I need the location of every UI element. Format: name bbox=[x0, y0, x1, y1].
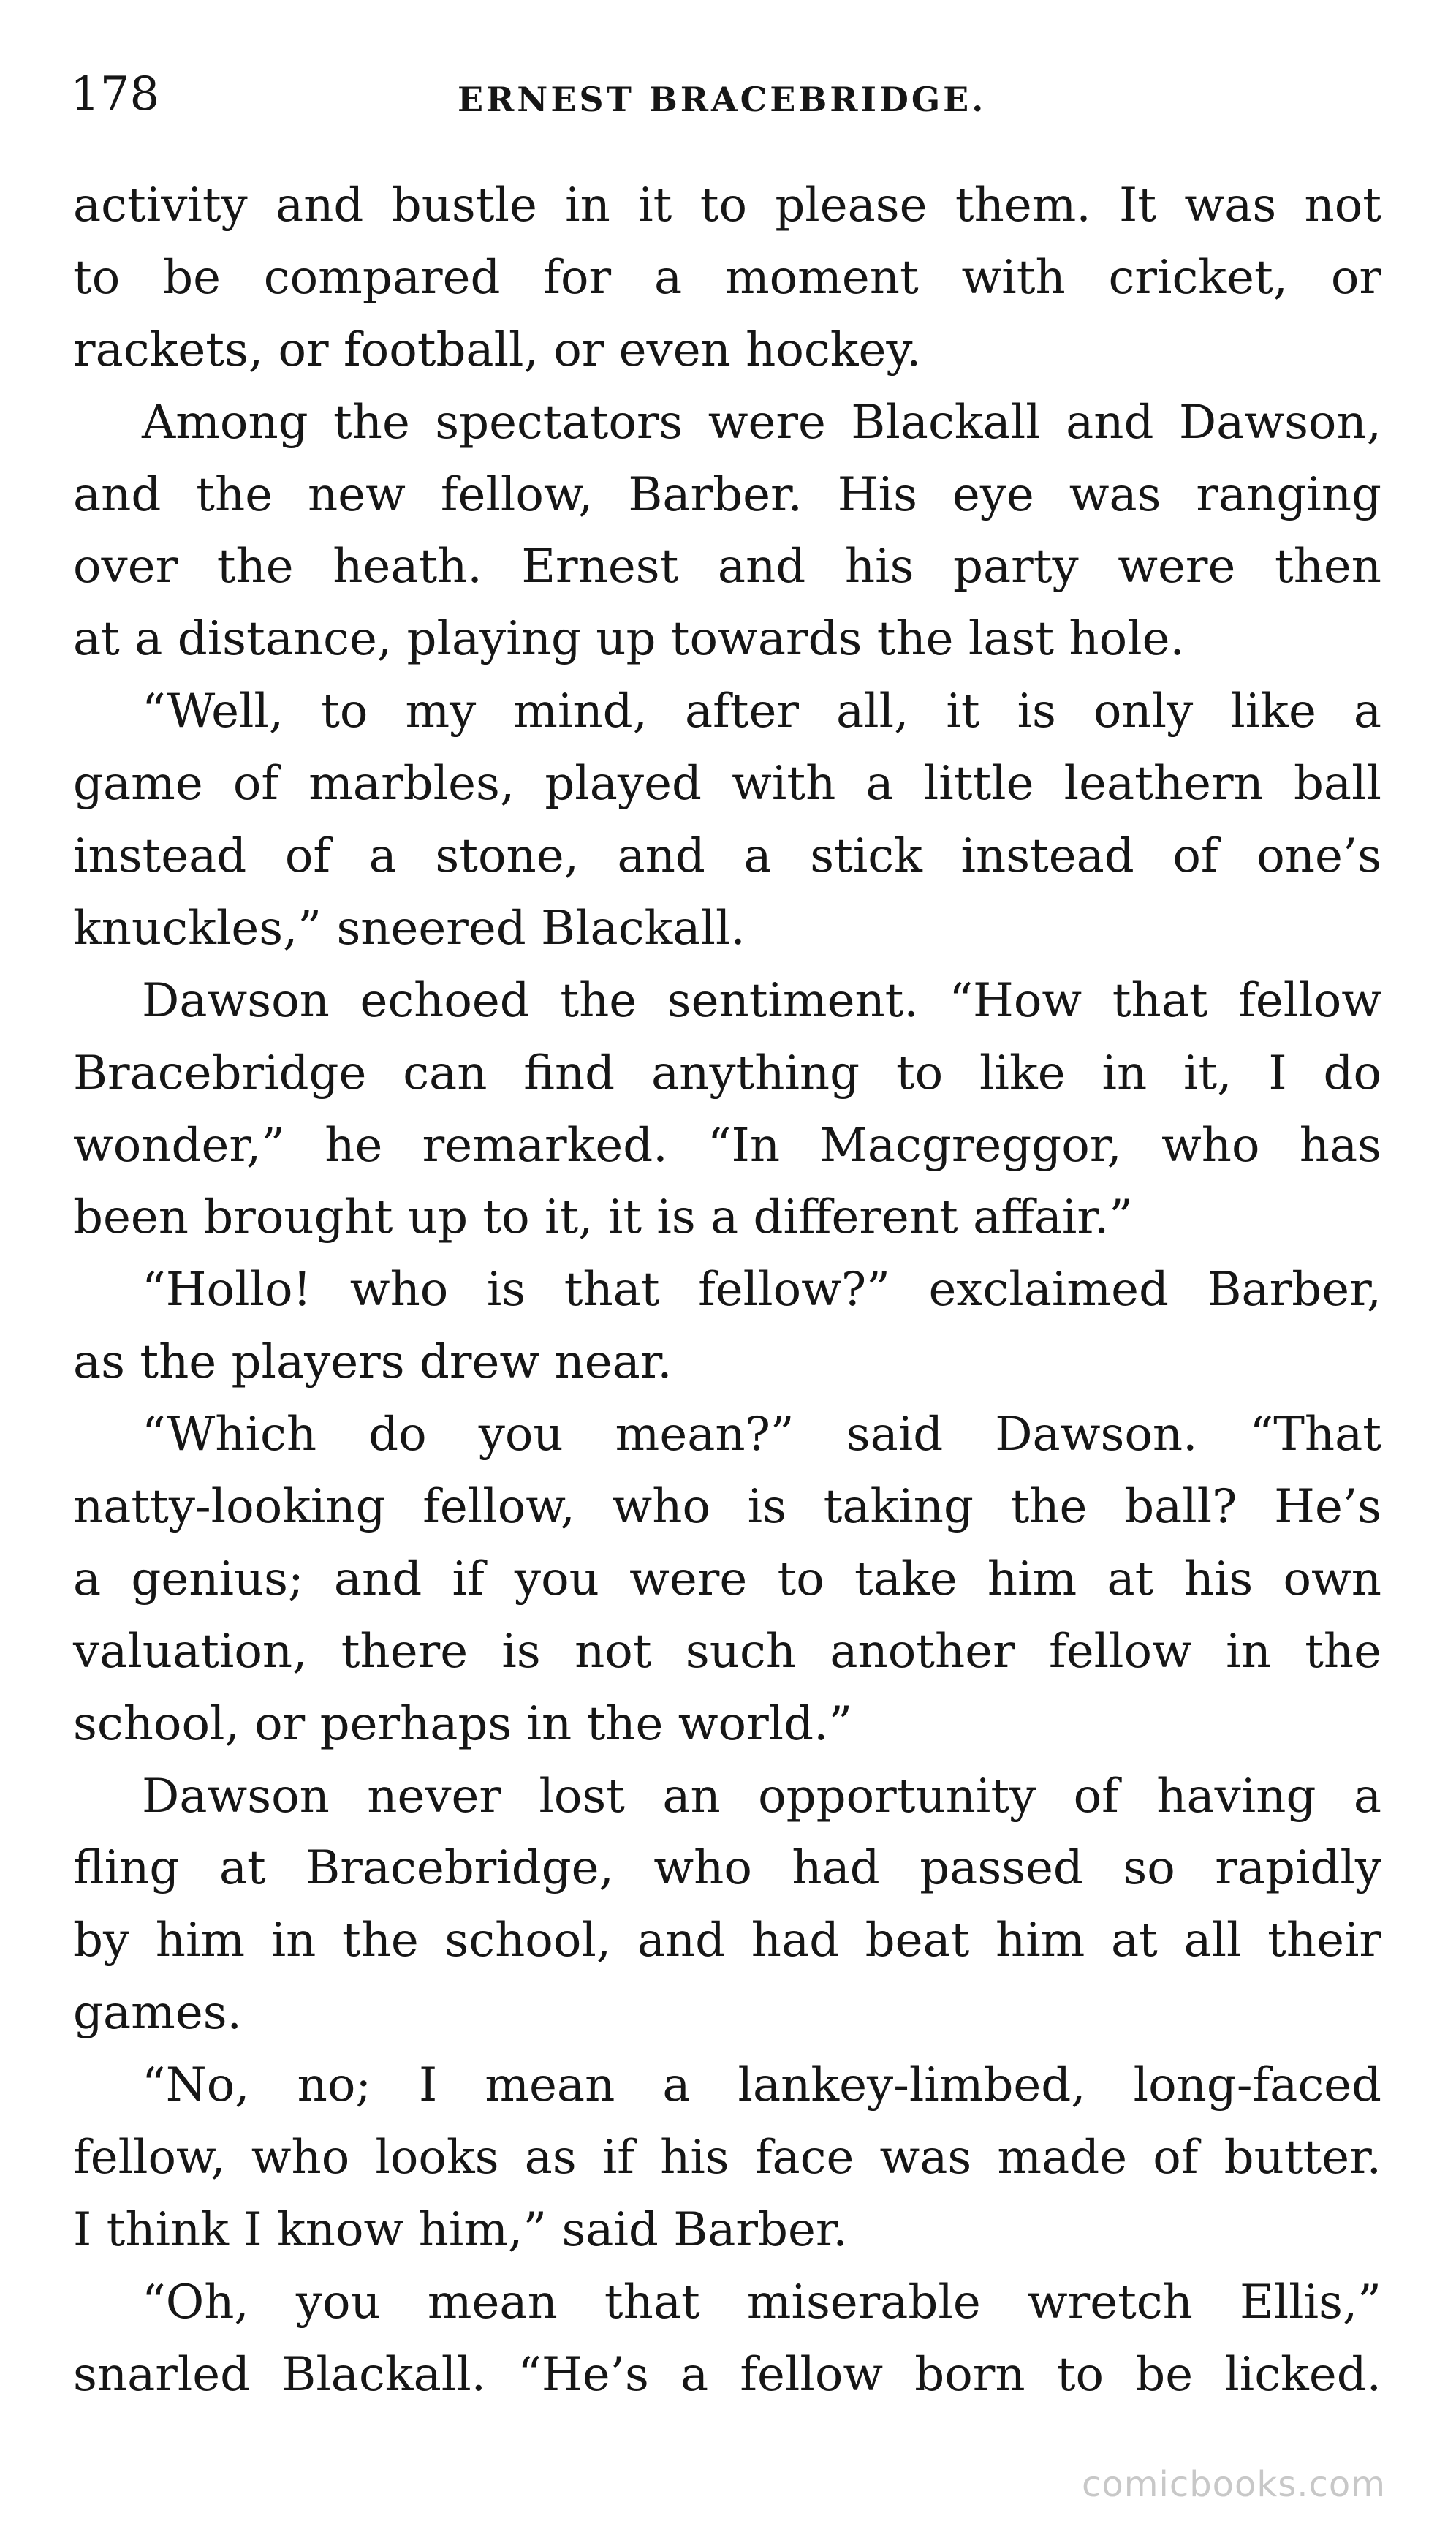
text-line: activity and bustle in it to please them. It was not bbox=[73, 178, 1381, 233]
text-line: snarled Blackall. “He’s a fellow born to be licked. bbox=[73, 2347, 1381, 2402]
text-line: been brought up to it, it is a different affair.” bbox=[73, 1190, 1133, 1245]
text-line: valuation, there is not such another fellow in the bbox=[73, 1624, 1381, 1679]
text-line: as the players drew near. bbox=[73, 1335, 672, 1390]
text-line: games. bbox=[73, 1986, 242, 2041]
text-line: Bracebridge can find anything to like in it, I do bbox=[73, 1046, 1381, 1100]
text-line: a genius; and if you were to take him at his own bbox=[73, 1552, 1381, 1606]
watermark: comicbooks.com bbox=[1081, 2464, 1386, 2505]
text-line: wonder,” he remarked. “In Macgreggor, who has bbox=[73, 1118, 1381, 1173]
text-line: to be compared for a moment with cricket, or bbox=[73, 250, 1381, 305]
running-head: ERNEST BRACEBRIDGE. bbox=[458, 80, 987, 119]
text-line: Among the spectators were Blackall and Dawson, bbox=[142, 395, 1381, 450]
text-line: by him in the school, and had beat him at all their bbox=[73, 1913, 1381, 1968]
text-line: “Hollo! who is that fellow?” exclaimed Barber, bbox=[142, 1263, 1381, 1318]
text-line: Dawson never lost an opportunity of having a bbox=[142, 1769, 1381, 1824]
text-line: over the heath. Ernest and his party were then bbox=[73, 540, 1381, 594]
text-line: rackets, or football, or even hockey. bbox=[73, 322, 922, 377]
text-line: school, or perhaps in the world.” bbox=[73, 1696, 853, 1751]
text-line: “No, no; I mean a lankey-limbed, long-faced bbox=[142, 2058, 1381, 2113]
text-line: and the new fellow, Barber. His eye was ranging bbox=[73, 467, 1381, 522]
text-line: game of marbles, played with a little leathern ball bbox=[73, 757, 1381, 812]
text-line: natty-looking fellow, who is taking the ball? He’s bbox=[73, 1480, 1381, 1535]
text-line: knuckles,” sneered Blackall. bbox=[73, 901, 746, 956]
text-line: Dawson echoed the sentiment. “How that fellow bbox=[142, 973, 1381, 1028]
text-line: I think I know him,” said Barber. bbox=[73, 2202, 848, 2257]
page-number: 178 bbox=[70, 67, 160, 121]
text-line: fling at Bracebridge, who had passed so rapidly bbox=[73, 1841, 1381, 1896]
page-header bbox=[70, 61, 1386, 127]
text-line: “Oh, you mean that miserable wretch Ellis,” bbox=[142, 2275, 1381, 2329]
body-text bbox=[73, 170, 1381, 2411]
text-line: at a distance, playing up towards the last hole. bbox=[73, 612, 1185, 667]
text-line: fellow, who looks as if his face was made of butter. bbox=[73, 2131, 1381, 2185]
text-line: “Which do you mean?” said Dawson. “That bbox=[142, 1407, 1381, 1462]
text-line: instead of a stone, and a stick instead of one’s bbox=[73, 829, 1381, 884]
text-line: “Well, to my mind, after all, it is only like a bbox=[142, 684, 1381, 739]
